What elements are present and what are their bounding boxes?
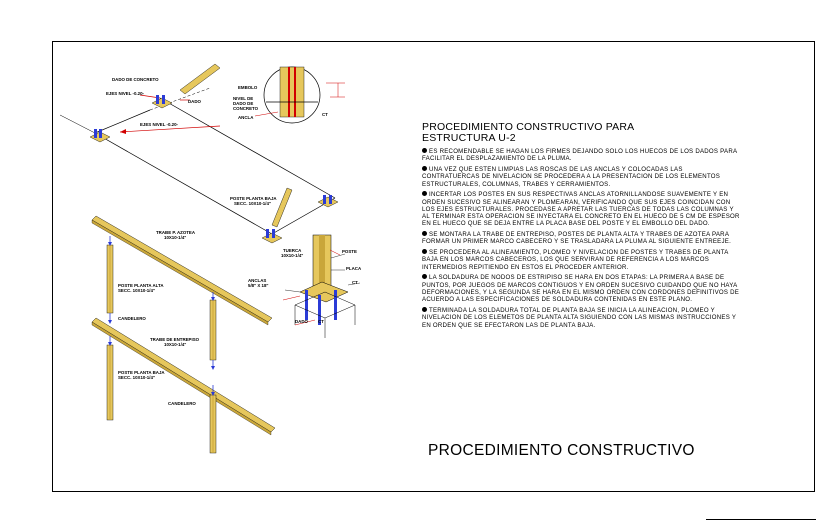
anchor-detail	[233, 67, 345, 123]
post-3	[107, 345, 113, 420]
anchor-plate-3	[318, 195, 338, 207]
label-dado-detail: DADO	[295, 319, 308, 324]
label-trabe-azotea-2: 10X10-1/4"	[164, 235, 187, 240]
step-3	[422, 191, 740, 227]
bullet-icon	[422, 307, 427, 312]
step-1	[422, 148, 740, 163]
step-6	[422, 274, 740, 303]
sheet-title: PROCEDIMIENTO CONSTRUCTIVO	[428, 442, 695, 459]
step-4	[422, 231, 740, 246]
label-placa: PLACA	[346, 266, 362, 271]
procedure-notes	[422, 122, 740, 332]
label-anclas-2: 5/8" X 18"	[248, 283, 269, 288]
label-ct-top: CT	[322, 112, 328, 117]
label-poste-planta-alta-1: POSTE PLANTA ALTA	[118, 283, 164, 288]
label-nivel-dado-2: DADO DE	[233, 101, 254, 106]
label-poste-planta-alta-2: SECC. 10X10-1/4"	[118, 288, 155, 293]
step-7-text: TERMINADA LA SOLDADURA TOTAL DE PLANTA BAJA SE INICIA LA ALINEACION, PLOMEO Y NIVELACION DE LOS ELEMETOS DE PLANTA ALTA SIGUIENDO CON LAS MISMAS INSTRUCCIONES Y EN ORDEN QUE SE EFECTARON LAS DE PLANTA BAJA.	[422, 306, 737, 329]
step-2-text: UNA VEZ QUE ESTEN LIMPIAS LAS ROSCAS DE LAS ANCLAS Y COLOCADAS LAS CONTRATUERCAS DE NIVELACION SE PROCEDERA A LA PRESENTACION DE LOS ELEMENTOS ESTRUCTURALES, COLUMNAS, TRABES Y CERRAMIENTOS.	[422, 165, 721, 188]
label-poste: POSTE	[342, 249, 357, 254]
corner-rule	[706, 519, 816, 520]
notes-title-line2: ESTRUCTURA U-2	[422, 132, 516, 144]
notes-title-line1: PROCEDIMIENTO CONSTRUCTIVO PARA	[422, 121, 635, 133]
bullet-icon	[422, 148, 427, 153]
label-poste-planta-baja-1: POSTE PLANTA BAJA	[230, 196, 277, 201]
notes-title	[422, 122, 740, 144]
post-2	[210, 300, 216, 360]
step-5	[422, 249, 740, 271]
step-4-text: SE MONTARA LA TRABE DE ENTREPISO, POSTES DE PLANTA ALTA Y TRABES DE AZOTEA PARA FORMAR UN PRIMER MARCO CABECERO Y SE TRASLADARA LA PLUMA AL SIGUIENTE ENTREEJE.	[422, 231, 732, 246]
post-member-top	[272, 188, 292, 227]
label-trabe-entrepiso-1: TRABE DE ENTREPISO	[150, 337, 200, 342]
frames-isometric	[92, 216, 275, 453]
step-7	[422, 307, 740, 329]
label-trabe-azotea-1: TRABE P. AZOTEA	[156, 230, 196, 235]
label-trabe-entrepiso-2: 10X10-1/4"	[164, 342, 187, 347]
label-poste-planta-baja-2: SECC. 10X10-1/4"	[234, 201, 271, 206]
label-poste-planta-baja-b1: POSTE PLANTA BAJA	[118, 370, 165, 375]
bullet-icon	[422, 191, 427, 196]
bullet-icon	[422, 231, 427, 236]
label-ejes-nivel-top: EJES NIVEL -0.20-	[106, 91, 144, 96]
post-1	[107, 245, 113, 313]
bullet-icon	[422, 166, 427, 171]
label-embolo: EMBOLO	[238, 85, 258, 90]
step-1-text: ES RECOMENDABLE SE HAGAN LOS FIRMES DEJANDO SOLO LOS HUECOS DE LOS DADOS PARA FACILITAR EL DESPLAZAMIENTO DE LA PLUMA.	[422, 148, 737, 163]
step-3-text: INCERTAR LOS POSTES EN SUS RESPECTIVAS ANCLAS ATORNILLANDOSE SUAVEMENTE Y EN ORDEN SUCESIVO SE ALINEARAN Y PLOMEARAN, VERIFICANDO QUE SUS EJES COINCIDAN CON LOS EJES ESTRUCTURALES. PROCEDASE A APRETAR LAS TUERCAS DE TODAS LAS COLUMNAS Y AL TERMINAR ESTA OPERACION SE INYECTARA EL CONCRETO EN EL HUECO DE 5 CM DE ESPESOR EN EL HUECO QUE SE DEJA ENTRE LA PLACA BASE DEL POSTE Y EL EMBOLLO DEL DADO.	[422, 191, 740, 228]
label-poste-planta-baja-b2: SECC. 10X10-1/4"	[118, 375, 155, 380]
label-ejes-nivel: EJES NIVEL -0.20-	[140, 122, 178, 127]
label-ct-detail: CT	[352, 280, 358, 285]
post-4	[210, 395, 216, 453]
label-dado: DADO	[188, 99, 201, 104]
label-tuerca-2: 10X10-1/4"	[281, 253, 304, 258]
label-ct-bottom: CT	[318, 319, 324, 324]
step-6-text: LA SOLDADURA DE NODOS DE ESTRIPISO SE HARA EN DOS ETAPAS: LA PRIMERA A BASE DE PUNTOS, POR JUEGOS DE MARCOS CONTIGUOS Y EN ORDEN SUCESIVO CUIDANDO QUE NO HAYA DEFORMACIONES, Y LA SEGUNDA SE HARA EN EL MISMO ORDEN CON CORDONES DEFINITIVOS DE ACUERDO A LAS ESPECIFICACIONES DE SOLDADURA CONTENIDAS EN ESTE PLANO.	[422, 274, 740, 304]
label-candelero-2: CANDELERO	[168, 401, 196, 406]
label-dado-concreto: DADO DE CONCRETO	[112, 77, 159, 82]
step-5-text: SE PROCEDERA AL ALINEAMIENTO, PLOMEO Y NIVELACION DE POSTES Y TRABES DE PLANTA BAJA EN LOS MARCOS CABECEROS, LOS QUE SERVIRAN DE REFERENCIA A LOS MARCOS INTERMEDIOS REPITIENDO EN ESTOS EL PROCEDER ANTERIOR.	[422, 249, 729, 271]
label-anclas-1: ANCLAS	[248, 278, 267, 283]
label-candelero-1: CANDELERO	[118, 316, 146, 321]
beam-member-top	[180, 64, 220, 94]
anchor-plate-4	[262, 229, 282, 243]
label-nivel-dado-1: NIVEL DE	[233, 96, 254, 101]
bullet-icon	[422, 249, 427, 254]
step-2	[422, 166, 740, 188]
label-tuerca-1: TUERCA	[283, 248, 302, 253]
label-ancla-top: ANCLA	[238, 115, 254, 120]
label-nivel-dado-3: CONCRETO	[233, 106, 259, 111]
bullet-icon	[422, 274, 427, 279]
